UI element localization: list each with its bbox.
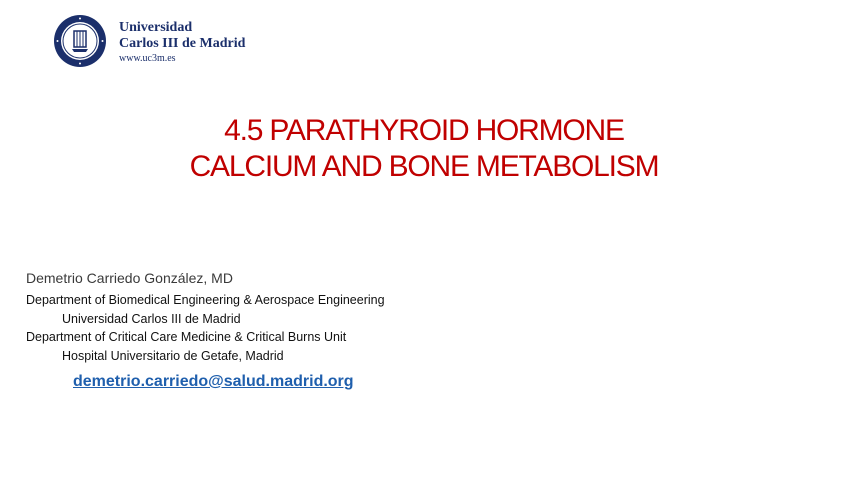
email-link[interactable]: demetrio.carriedo@salud.madrid.org — [73, 373, 354, 390]
university-logo — [53, 14, 253, 70]
logo-line-url: www.uc3m.es — [119, 53, 176, 64]
affiliation-department-2: Department of Critical Care Medicine & Critical Burns Unit — [26, 330, 347, 344]
affiliation-department-1: Department of Biomedical Engineering & Aerospace Engineering — [26, 293, 385, 307]
affiliation-institution-1: Universidad Carlos III de Madrid — [62, 312, 241, 326]
logo-wordmark — [119, 20, 245, 66]
slide-title — [0, 113, 848, 185]
title-line-2: CALCIUM AND BONE METABOLISM — [189, 150, 659, 183]
affiliation-institution-2: Hospital Universitario de Getafe, Madrid — [62, 349, 284, 363]
title-line-1: 4.5 PARATHYROID HORMONE — [224, 114, 624, 147]
logo-line-name: Carlos III de Madrid — [119, 36, 246, 51]
university-seal-icon — [53, 14, 107, 68]
author-name: Demetrio Carriedo González, MD — [26, 270, 233, 286]
logo-line-university: Universidad — [119, 20, 193, 35]
